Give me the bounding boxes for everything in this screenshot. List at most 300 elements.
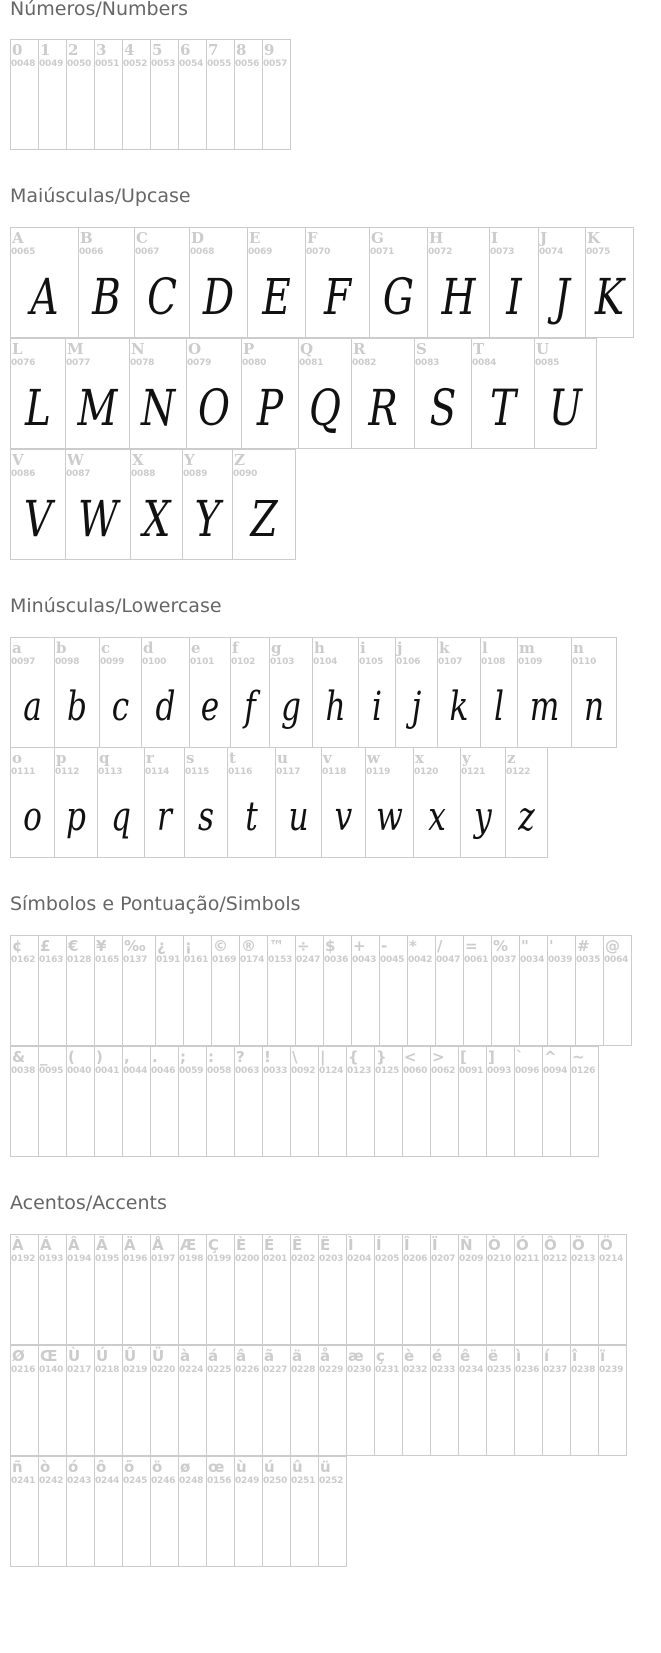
glyph-cell (413, 747, 461, 858)
glyph-preview (14, 1380, 35, 1449)
glyph-cell (547, 935, 576, 1046)
glyph-char-label: Ê (292, 1236, 303, 1254)
glyph-char-label: : (208, 1048, 214, 1066)
glyph-preview (266, 1380, 287, 1449)
glyph-preview: k (449, 684, 469, 730)
glyph-cell (489, 227, 539, 338)
glyph-code-label: 0091 (459, 1066, 484, 1076)
glyph-code-label: 0101 (190, 657, 215, 667)
glyph-char-label: & (12, 1048, 26, 1066)
glyph-code-label: 0122 (506, 767, 531, 777)
glyph-cell (262, 1456, 291, 1567)
glyph-code-label: 0217 (67, 1365, 92, 1375)
glyph-cell (65, 449, 131, 560)
glyph-preview (411, 970, 432, 1039)
glyph-cell (54, 637, 100, 748)
glyph-cell (269, 637, 313, 748)
glyph-code-label: 0124 (319, 1066, 344, 1076)
glyph-preview (42, 1491, 63, 1560)
glyph-preview (187, 970, 208, 1039)
glyph-preview: X (142, 490, 171, 548)
glyph-code-label: 0055 (207, 59, 232, 69)
glyph-char-label: | (320, 1048, 326, 1066)
glyph-code-label: 0252 (319, 1476, 344, 1486)
glyph-code-label: 0110 (572, 657, 597, 667)
glyph-preview (406, 1081, 427, 1150)
glyph-char-label: 8 (236, 41, 247, 59)
glyph-code-label: 0087 (66, 469, 91, 479)
section-title-symbols: Símbolos e Pontuação/Simbols (10, 893, 301, 915)
glyph-code-label: 0163 (39, 955, 64, 965)
glyph-char-label: Ö (600, 1236, 613, 1254)
lowercase-row (10, 747, 547, 858)
glyph-cell (514, 1345, 543, 1456)
glyph-preview: H (441, 268, 476, 326)
glyph-preview: a (23, 684, 42, 730)
glyph-char-label: à (180, 1347, 191, 1365)
glyph-char-label: h (314, 639, 325, 657)
glyph-preview (182, 74, 203, 143)
glyph-code-label: 0116 (228, 767, 253, 777)
glyph-code-label: 0099 (100, 657, 125, 667)
glyph-code-label: 0069 (248, 247, 273, 257)
glyph-char-label: - (381, 937, 388, 955)
glyph-preview (238, 1380, 259, 1449)
glyph-code-label: 0117 (276, 767, 301, 777)
symbols-row (10, 935, 631, 1046)
glyph-code-label: 0061 (464, 955, 489, 965)
glyph-preview (126, 74, 147, 143)
glyph-code-label: 0237 (543, 1365, 568, 1375)
glyph-code-label: 0059 (179, 1066, 204, 1076)
glyph-code-label: 0105 (359, 657, 384, 667)
glyph-preview: g (281, 684, 301, 730)
glyph-cell (486, 1046, 515, 1157)
glyph-preview (462, 1269, 483, 1338)
glyph-cell (542, 1046, 571, 1157)
glyph-preview (210, 1269, 231, 1338)
glyph-cell (514, 1234, 543, 1345)
glyph-char-label: Ë (320, 1236, 331, 1254)
glyph-char-label: ò (40, 1458, 51, 1476)
glyph-cell (10, 747, 55, 858)
glyph-code-label: 0086 (11, 469, 36, 479)
glyph-char-label: û (292, 1458, 303, 1476)
glyph-char-label: > (432, 1048, 445, 1066)
glyph-code-label: 0216 (11, 1365, 36, 1375)
glyph-cell (430, 1234, 459, 1345)
glyph-code-label: 0226 (235, 1365, 260, 1375)
glyph-preview (406, 1269, 427, 1338)
glyph-cell (267, 935, 296, 1046)
glyph-preview: x (428, 794, 446, 840)
glyph-preview: e (200, 684, 220, 730)
glyph-cell (178, 1345, 207, 1456)
glyph-code-label: 0118 (322, 767, 347, 777)
glyph-char-label: ô (96, 1458, 107, 1476)
glyph-char-label: / (437, 937, 443, 955)
glyph-char-label: À (12, 1236, 24, 1254)
glyph-char-label: Õ (572, 1236, 585, 1254)
glyph-cell (458, 1234, 487, 1345)
glyph-cell (519, 935, 548, 1046)
glyph-code-label: 0247 (296, 955, 321, 965)
glyph-code-label: 0035 (576, 955, 601, 965)
glyph-preview (98, 1491, 119, 1560)
glyph-preview: J (554, 268, 570, 326)
glyph-char-label: ï (600, 1347, 606, 1365)
glyph-preview: V (23, 490, 53, 548)
glyph-char-label: € (68, 937, 79, 955)
glyph-cell (144, 747, 185, 858)
glyph-code-label: 0225 (207, 1365, 232, 1375)
glyph-preview: b (67, 684, 87, 730)
glyph-cell (10, 1234, 39, 1345)
glyph-preview (574, 1380, 595, 1449)
glyph-cell (346, 1345, 375, 1456)
glyph-char-label: 0 (12, 41, 23, 59)
glyph-cell (206, 1345, 235, 1456)
glyph-preview (70, 74, 91, 143)
glyph-code-label: 0156 (207, 1476, 232, 1486)
glyph-char-label: } (376, 1048, 387, 1066)
glyph-preview: l (494, 684, 504, 730)
glyph-preview (378, 1269, 399, 1338)
glyph-char-label: ø (180, 1458, 191, 1476)
glyph-cell (66, 1456, 95, 1567)
glyph-char-label: Ø (12, 1347, 25, 1365)
glyph-code-label: 0109 (518, 657, 543, 667)
glyph-cell (234, 1046, 263, 1157)
glyph-code-label: 0081 (299, 358, 324, 368)
glyph-code-label: 0090 (233, 469, 258, 479)
glyph-code-label: 0093 (487, 1066, 512, 1076)
glyph-preview (546, 1081, 567, 1150)
glyph-preview (299, 970, 320, 1039)
glyph-char-label: T (473, 340, 485, 358)
glyph-code-label: 0126 (571, 1066, 596, 1076)
glyph-preview: W (77, 490, 119, 548)
glyph-preview (434, 1269, 455, 1338)
glyph-code-label: 0084 (472, 358, 497, 368)
accents-row (10, 1456, 346, 1567)
glyph-char-label: Ó (516, 1236, 529, 1254)
glyph-cell (122, 935, 156, 1046)
glyph-cell (129, 338, 187, 449)
glyph-char-label: L (12, 340, 23, 358)
glyph-cell (150, 1345, 179, 1456)
glyph-cell (211, 935, 240, 1046)
glyph-char-label: Ã (96, 1236, 108, 1254)
glyph-cell (239, 935, 268, 1046)
glyph-char-label: m (519, 639, 535, 657)
glyph-preview (42, 970, 63, 1039)
glyph-char-label: Á (40, 1236, 52, 1254)
glyph-code-label: 0162 (11, 955, 36, 965)
glyph-cell (305, 227, 370, 338)
glyph-cell (65, 338, 130, 449)
glyph-preview: I (506, 268, 522, 326)
glyph-code-label: 0056 (235, 59, 260, 69)
glyph-preview (182, 1081, 203, 1150)
glyph-preview: R (368, 379, 398, 437)
glyph-preview (70, 1269, 91, 1338)
glyph-char-label: ¡ (185, 937, 192, 955)
glyph-char-label: D (191, 229, 205, 247)
glyph-code-label: 0078 (130, 358, 155, 368)
glyph-cell (66, 935, 95, 1046)
glyph-cell (10, 637, 55, 748)
glyph-cell (184, 747, 228, 858)
glyph-code-label: 0236 (515, 1365, 540, 1375)
glyph-code-label: 0207 (431, 1254, 456, 1264)
glyph-code-label: 0111 (11, 767, 36, 777)
glyph-char-label: H (429, 229, 444, 247)
glyph-cell (471, 338, 535, 449)
glyph-code-label: 0075 (586, 247, 611, 257)
glyph-code-label: 0113 (98, 767, 123, 777)
glyph-code-label: 0212 (543, 1254, 568, 1264)
glyph-code-label: 0220 (151, 1365, 176, 1375)
glyph-char-label: Ï (432, 1236, 438, 1254)
glyph-cell (505, 747, 548, 858)
glyph-preview (154, 1491, 175, 1560)
glyph-preview (42, 74, 63, 143)
glyph-code-label: 0044 (123, 1066, 148, 1076)
glyph-cell (232, 449, 296, 560)
glyph-code-label: 0088 (131, 469, 156, 479)
glyph-code-label: 0198 (179, 1254, 204, 1264)
glyph-preview: p (66, 794, 86, 840)
glyph-char-label: ` (516, 1048, 524, 1066)
glyph-preview (322, 1081, 343, 1150)
glyph-cell (430, 1046, 459, 1157)
glyph-code-label: 0218 (95, 1365, 120, 1375)
glyph-cell (66, 1046, 95, 1157)
glyph-char-label: % (493, 937, 509, 955)
glyph-code-label: 0243 (67, 1476, 92, 1486)
glyph-cell (150, 1234, 179, 1345)
glyph-code-label: 0082 (352, 358, 377, 368)
glyph-preview (98, 1081, 119, 1150)
glyph-preview (378, 1081, 399, 1150)
glyph-code-label: 0057 (263, 59, 288, 69)
glyph-cell (66, 1234, 95, 1345)
glyph-preview (462, 1081, 483, 1150)
glyph-preview: O (198, 379, 230, 437)
glyph-code-label: 0202 (291, 1254, 316, 1264)
glyph-char-label: G (371, 229, 384, 247)
glyph-preview (42, 1081, 63, 1150)
glyph-preview (154, 1081, 175, 1150)
glyph-preview (518, 1269, 539, 1338)
glyph-char-label: ì (516, 1347, 522, 1365)
glyph-preview (574, 1269, 595, 1338)
glyph-char-label: p (56, 749, 67, 767)
glyph-char-label: F (307, 229, 318, 247)
glyph-code-label: 0115 (185, 767, 210, 777)
glyph-preview: w (376, 794, 403, 840)
glyph-cell (486, 1345, 515, 1456)
glyph-preview (126, 1380, 147, 1449)
glyph-char-label: å (320, 1347, 331, 1365)
glyph-code-label: 0049 (39, 59, 64, 69)
glyph-char-label: 7 (208, 41, 219, 59)
glyph-cell (234, 39, 263, 150)
glyph-code-label: 0241 (11, 1476, 36, 1486)
glyph-char-label: [ (460, 1048, 467, 1066)
glyph-code-label: 0106 (396, 657, 421, 667)
glyph-char-label: { (348, 1048, 359, 1066)
glyph-code-label: 0231 (375, 1365, 400, 1375)
glyph-char-label: á (208, 1347, 219, 1365)
accents-row (10, 1234, 626, 1345)
glyph-cell (94, 39, 123, 150)
glyph-preview (126, 1081, 147, 1150)
glyph-char-label: Ì (348, 1236, 354, 1254)
glyph-cell (122, 1234, 151, 1345)
glyph-code-label: 0224 (179, 1365, 204, 1375)
glyph-cell (206, 1456, 235, 1567)
glyph-char-label: ë (488, 1347, 499, 1365)
glyph-preview: G (382, 268, 415, 326)
glyph-code-label: 0080 (242, 358, 267, 368)
glyph-preview (322, 1491, 343, 1560)
glyph-char-label: w (367, 749, 380, 767)
glyph-code-label: 0249 (235, 1476, 260, 1486)
glyph-cell (155, 935, 184, 1046)
glyph-cell (427, 227, 490, 338)
glyph-preview: q (111, 794, 131, 840)
glyph-cell (10, 1345, 39, 1456)
glyph-char-label: ü (320, 1458, 331, 1476)
glyph-preview: Z (250, 490, 278, 548)
glyph-cell (395, 637, 438, 748)
glyph-char-label: ] (488, 1048, 495, 1066)
glyph-preview (14, 1081, 35, 1150)
glyph-code-label: 0213 (571, 1254, 596, 1264)
glyph-code-label: 0248 (179, 1476, 204, 1486)
glyph-char-label: S (416, 340, 427, 358)
glyph-code-label: 0206 (403, 1254, 428, 1264)
glyph-code-label: 0071 (370, 247, 395, 257)
glyph-char-label: í (544, 1347, 550, 1365)
glyph-code-label: 0040 (67, 1066, 92, 1076)
numbers-row (10, 39, 290, 150)
glyph-char-label: ê (460, 1347, 471, 1365)
glyph-preview (355, 970, 376, 1039)
glyph-code-label: 0140 (39, 1365, 64, 1375)
glyph-char-label: Ò (488, 1236, 501, 1254)
glyph-code-label: 0229 (319, 1365, 344, 1375)
glyph-code-label: 0211 (515, 1254, 540, 1264)
glyph-char-label: ® (241, 937, 256, 955)
glyph-cell (542, 1234, 571, 1345)
glyph-cell (298, 338, 352, 449)
glyph-preview (602, 1269, 623, 1338)
glyph-preview: i (372, 684, 382, 730)
glyph-code-label: 0097 (11, 657, 36, 667)
glyph-code-label: 0051 (95, 59, 120, 69)
glyph-code-label: 0228 (291, 1365, 316, 1375)
glyph-char-label: . (152, 1048, 158, 1066)
glyph-char-label: È (236, 1236, 247, 1254)
glyph-cell (189, 637, 231, 748)
glyph-char-label: ù (236, 1458, 247, 1476)
glyph-char-label: Ä (124, 1236, 136, 1254)
glyph-code-label: 0066 (79, 247, 104, 257)
glyph-code-label: 0038 (11, 1066, 36, 1076)
glyph-code-label: 0039 (548, 955, 573, 965)
glyph-char-label: B (80, 229, 93, 247)
glyph-cell (178, 39, 207, 150)
glyph-code-label: 0052 (123, 59, 148, 69)
glyph-char-label: ÷ (297, 937, 310, 955)
glyph-cell (97, 747, 145, 858)
glyph-char-label: £ (40, 937, 51, 955)
glyph-cell (437, 637, 481, 748)
glyph-char-label: Â (68, 1236, 80, 1254)
glyph-char-label: J (540, 229, 548, 247)
glyph-preview: n (583, 684, 605, 730)
glyph-char-label: ó (68, 1458, 79, 1476)
glyph-preview (490, 1081, 511, 1150)
glyph-preview (154, 1269, 175, 1338)
glyph-cell (182, 449, 233, 560)
glyph-code-label: 0123 (347, 1066, 372, 1076)
glyph-preview (126, 1269, 147, 1338)
glyph-preview: L (25, 379, 51, 437)
glyph-char-label: Í (376, 1236, 382, 1254)
glyph-preview (434, 1380, 455, 1449)
glyph-code-label: 0239 (599, 1365, 624, 1375)
glyph-cell (206, 1234, 235, 1345)
glyph-code-label: 0098 (55, 657, 80, 667)
glyph-char-label: l (482, 639, 488, 657)
glyph-preview (98, 74, 119, 143)
glyph-char-label: ‰ (124, 937, 146, 955)
glyph-cell (374, 1345, 403, 1456)
glyph-preview: s (197, 794, 215, 840)
glyph-char-label: z (507, 749, 516, 767)
glyph-code-label: 0043 (352, 955, 377, 965)
glyph-preview (350, 1269, 371, 1338)
glyph-cell (186, 338, 242, 449)
glyph-char-label: A (12, 229, 24, 247)
glyph-code-label: 0200 (235, 1254, 260, 1264)
glyph-char-label: q (99, 749, 110, 767)
glyph-char-label: P (243, 340, 255, 358)
glyph-char-label: _ (40, 1048, 48, 1066)
glyph-char-label: Æ (180, 1236, 197, 1254)
glyph-cell (374, 1046, 403, 1157)
glyph-char-label: , (124, 1048, 130, 1066)
glyph-cell (234, 1234, 263, 1345)
glyph-code-label: 0199 (207, 1254, 232, 1264)
glyph-code-label: 0067 (135, 247, 160, 257)
glyph-char-label: K (587, 229, 601, 247)
glyph-cell (150, 1046, 179, 1157)
glyph-cell (402, 1345, 431, 1456)
glyph-code-label: 0100 (142, 657, 167, 667)
glyph-cell (570, 1345, 599, 1456)
glyph-char-label: \ (292, 1048, 298, 1066)
glyph-code-label: 0073 (490, 247, 515, 257)
glyph-code-label: 0174 (240, 955, 265, 965)
glyph-char-label: t (229, 749, 236, 767)
glyph-char-label: 6 (180, 41, 191, 59)
glyph-cell (10, 338, 66, 449)
